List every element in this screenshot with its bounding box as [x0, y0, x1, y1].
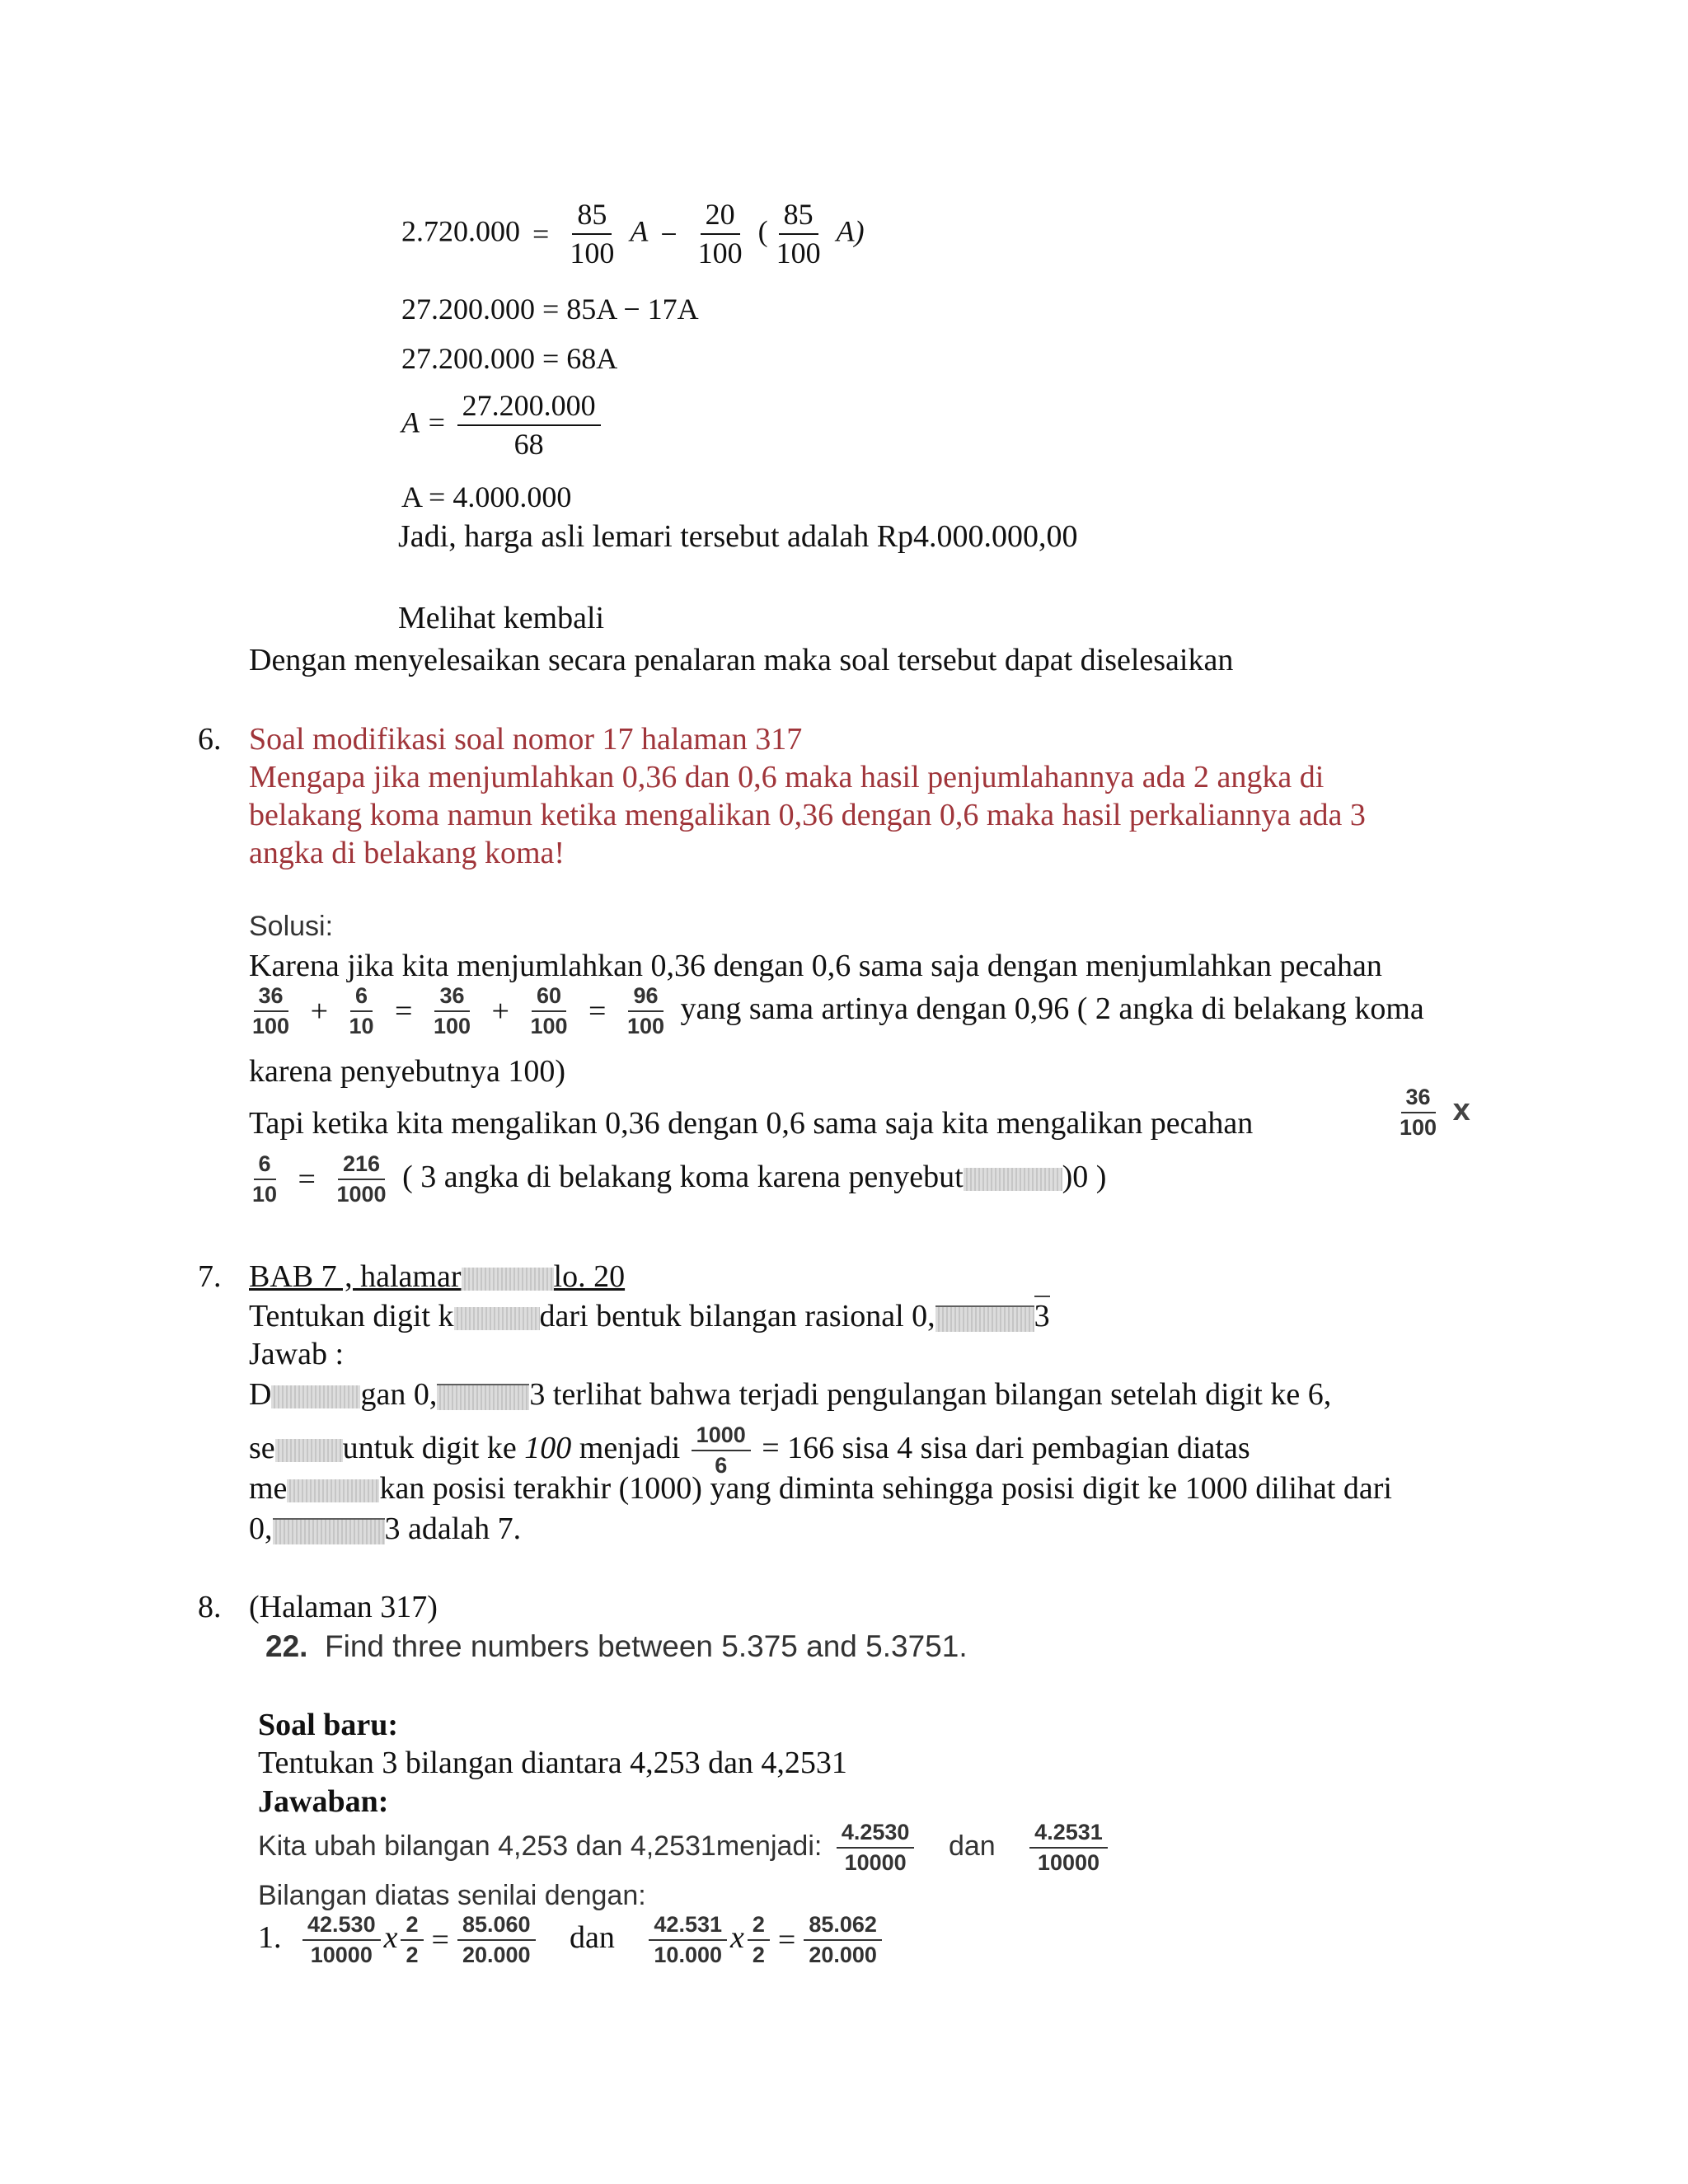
fraction: $\frac{1000}{6}$: [692, 1422, 751, 1479]
fraction: $\frac{85.062}{20.000}$: [804, 1912, 882, 1968]
equation-4: A = $\frac{27.200.000}{68}$: [401, 389, 604, 462]
fraction: $\frac{4.2531}{10000}$: [1029, 1820, 1108, 1876]
q6-solution-line: Tapi ketika kita mengalikan 0,36 dengan 0,6 sama saja kita mengalikan pecahan: [249, 1106, 1254, 1141]
fraction: $\frac{85}{100}$: [570, 198, 615, 270]
q7-question: Tentukan digit k dari bentuk bilangan rasional 0, 3: [249, 1297, 1050, 1335]
blurred-region: [462, 1268, 554, 1291]
q8-answer-item-1: 1. $\frac{42.530}{10000}$ x $\frac{2}{2}$ = $\frac{85.060}{20.000}$ dan $\frac{42.531}{10.000}$ x $\frac{2}{2}$ = $\frac{85.062}{20.000}$: [258, 1912, 885, 1968]
book-problem: 22. Find three numbers between 5.375 and 5.3751.: [265, 1629, 968, 1663]
item-number-6: 6.: [198, 722, 222, 757]
q6-question-line: Mengapa jika menjumlahkan 0,36 dan 0,6 maka hasil penjumlahannya ada 2 angka di: [249, 760, 1325, 794]
blurred-region: [271, 1385, 360, 1408]
blurred-region: [935, 1305, 1034, 1332]
item-number-8: 8.: [198, 1590, 222, 1624]
fraction: $\frac{36}{100}$: [1400, 1085, 1437, 1141]
fraction: $\frac{36}{100}$: [433, 983, 471, 1039]
fraction: $\frac{2}{2}$: [748, 1912, 770, 1968]
fraction: $\frac{42.530}{10000}$: [302, 1912, 381, 1968]
fraction: $\frac{6}{10}$: [252, 1151, 278, 1207]
fraction: $\frac{4.2530}{10000}$: [837, 1820, 915, 1876]
equation-3: 27.200.000 = 68A: [401, 342, 618, 375]
blurred-region: [964, 1168, 1062, 1191]
q6-question-line: angka di belakang koma!: [249, 836, 565, 870]
conclusion-text: Jadi, harga asli lemari tersebut adalah Rp4.000.000,00: [398, 519, 1078, 554]
equation-1: 2.720.000 = $\frac{85}{100}$ A − $\frac{20}{100}$ ( $\frac{85}{100}$ A): [401, 198, 865, 270]
fraction: $\frac{96}{100}$: [626, 983, 665, 1039]
q6-mul-fraction-right: $\frac{36}{100}$ x: [1391, 1085, 1470, 1141]
look-back-title: Melihat kembali: [398, 601, 605, 635]
answer-label: Jawaban:: [258, 1784, 389, 1819]
item-number-7: 7.: [198, 1259, 222, 1294]
q7-answer-line: se untuk digit ke 100 menjadi $\frac{1000}{6}$ = 166 sisa 4 sisa dari pembagian diatas: [249, 1422, 1250, 1479]
blurred-region: [275, 1439, 343, 1462]
fraction: $\frac{60}{100}$: [530, 983, 568, 1039]
fraction: $\frac{85}{100}$: [776, 198, 821, 270]
fraction: $\frac{216}{1000}$: [336, 1151, 387, 1207]
fraction: $\frac{20}{100}$: [697, 198, 743, 270]
blurred-region: [437, 1384, 529, 1410]
blurred-region: [287, 1479, 379, 1502]
q8-answer-line: Bilangan diatas senilai dengan:: [258, 1880, 646, 1911]
new-problem-label: Soal baru:: [258, 1708, 398, 1742]
look-back-text: Dengan menyelesaikan secara penalaran maka soal tersebut dapat diselesaikan: [249, 643, 1234, 677]
q7-title: BAB 7 , halamar lo. 20: [249, 1259, 626, 1294]
q7-answer-line: D gan 0, 3 terlihat bahwa terjadi pengulangan bilangan setelah digit ke 6,: [249, 1377, 1332, 1412]
blurred-region: [454, 1307, 540, 1330]
q7-answer-label: Jawab :: [249, 1337, 345, 1371]
equation-2: 27.200.000 = 85A − 17A: [401, 293, 699, 326]
q6-solution-line: karena penyebutnya 100): [249, 1054, 566, 1089]
q6-solution-line: Karena jika kita menjumlahkan 0,36 dengan 0,6 sama saja dengan menjumlahkan pecahan: [249, 949, 1382, 983]
fraction: $\frac{42.531}{10.000}$: [649, 1912, 727, 1968]
blurred-region: [273, 1518, 385, 1544]
q6-sum-equation: $\frac{36}{100}$ + $\frac{6}{10}$ = $\frac{36}{100}$ + $\frac{60}{100}$ = $\frac{96}{100}$ yang sama artinya dengan 0,96 ( 2 angka di belakang koma: [244, 983, 1424, 1039]
fraction: $\frac{36}{100}$: [252, 983, 290, 1039]
fraction: $\frac{85.060}{20.000}$: [457, 1912, 536, 1968]
new-problem-text: Tentukan 3 bilangan diantara 4,253 dan 4,2531: [258, 1746, 847, 1780]
fraction: $\frac{6}{10}$: [349, 983, 374, 1039]
q6-question-line: belakang koma namun ketika mengalikan 0,36 dengan 0,6 maka hasil perkaliannya ada 3: [249, 798, 1366, 832]
fraction: $\frac{2}{2}$: [401, 1912, 423, 1968]
q6-title: Soal modifikasi soal nomor 17 halaman 317: [249, 722, 803, 757]
solution-label: Solusi:: [249, 911, 334, 942]
fraction: $\frac{27.200.000}{68}$: [457, 389, 601, 462]
q7-answer-line: me kan posisi terakhir (1000) yang diminta sehingga posisi digit ke 1000 dilihat dari: [249, 1471, 1392, 1506]
q8-answer-line: Kita ubah bilangan 4,253 dan 4,2531menjadi: $\frac{4.2530}{10000}$ dan $\frac{4.2531}{10000}$: [258, 1820, 1111, 1876]
q8-title: (Halaman 317): [249, 1590, 438, 1624]
q7-answer-line: 0, 3 adalah 7.: [249, 1511, 522, 1546]
equation-5: A = 4.000.000: [401, 480, 572, 513]
q6-mul-equation: $\frac{6}{10}$ = $\frac{216}{1000}$ ( 3 angka di belakang koma karena penyebut )0 ): [244, 1151, 1106, 1207]
